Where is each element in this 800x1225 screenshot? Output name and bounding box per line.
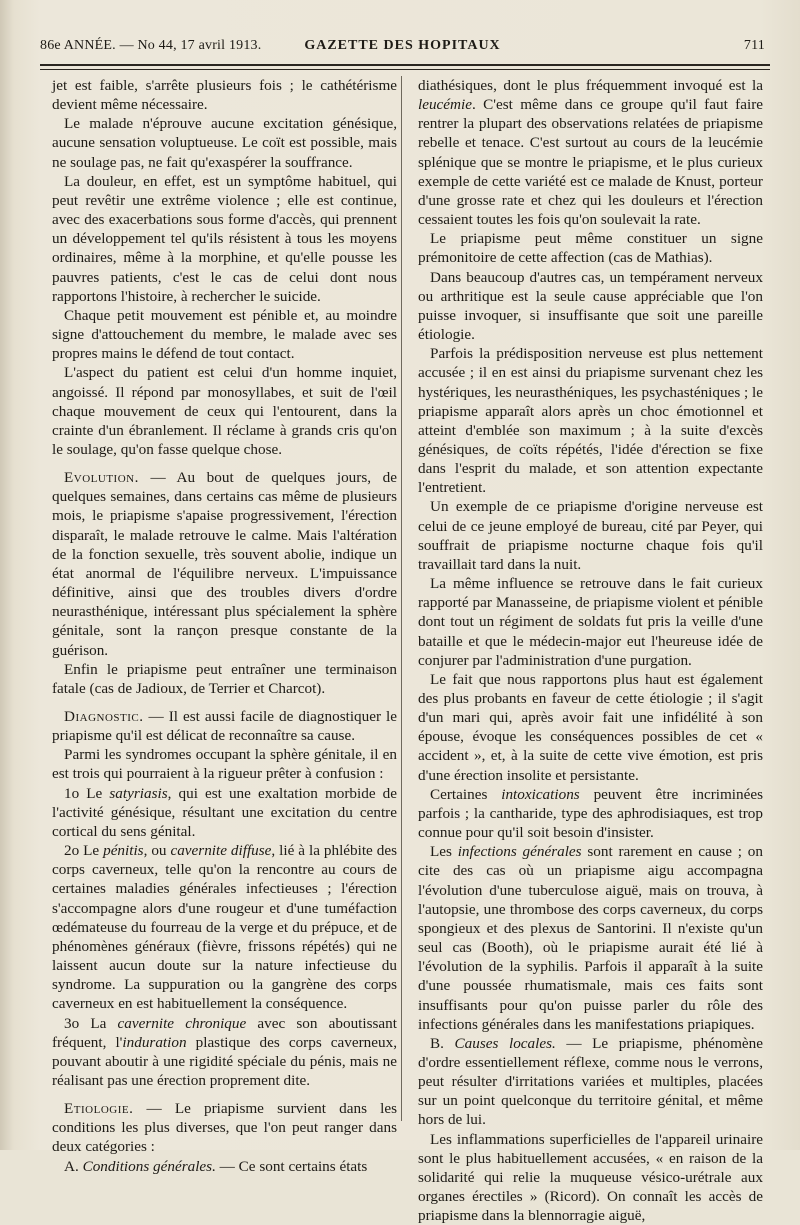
paragraph: Le malade n'éprouve aucune excitation génésique, aucune sensation voluptueuse. Le coït est possible, mais ne soulage pas, ne fait qu'exaspérer la souffrance.	[52, 115, 397, 171]
paragraph-text: . C'est même dans ce groupe qu'il faut faire rentrer la plupart des observations relatées de priapisme rebelle et tenace. C'est surtout au cours de la leucémie splénique que se montre le priapisme, et le plus curieux exemple de cette variété est ce malade de Knust, porteur d'une grosse rate et chez qui les douleurs et l'érection cessaient toutes les fois qu'on soulevait la rate.	[418, 96, 763, 229]
subsection-text: — Ce sont certains états	[215, 1157, 368, 1175]
list-number: 2o Le	[64, 842, 104, 860]
section-text: — Il est aussi facile de diagnostiquer le priapisme qu'il est délicat de reconnaître sa cause.	[52, 708, 397, 745]
item-text: avec son aboutissant fréquent, l'	[52, 1014, 397, 1051]
paragraph-text: Les	[430, 843, 458, 861]
section-evolution	[52, 468, 397, 660]
term: cavernite diffuse	[170, 842, 272, 860]
subsection-title: Causes locales.	[454, 1034, 556, 1052]
subsection-a	[52, 1157, 397, 1176]
item-text: plastique des corps caverneux, pouvant aboutir à une rigidité spéciale du pénis, mais ne réalisant pas une érection proprement dite.	[52, 1033, 397, 1089]
right-column	[418, 76, 763, 1225]
term: infections générales	[457, 843, 582, 861]
list-number: 3o La	[64, 1014, 118, 1032]
term: cavernite chronique	[117, 1014, 247, 1032]
paragraph-text: Certaines	[430, 785, 502, 803]
journal-title: GAZETTE DES HOPITAUX	[304, 38, 501, 53]
term: induration	[122, 1033, 187, 1051]
subsection-b	[418, 1034, 763, 1130]
subsection-label: B.	[430, 1034, 455, 1052]
item-text: , lié à la phlébite des corps caverneux, telle qu'on la rencontre au cours de certaines maladies générales infectieuses ; l'érection s'accompagne alors d'une rougeur et d'une tuméfaction œdémateuse du fourreau de la verge et du prépuce, et de phénomènes généraux (fièvre, frissons répétés) qui ne laissent aucun doute sur la nature infectieuse du syndrome. La suppuration ou la gangrène des corps caverneux en est habituellement la conséquence.	[52, 842, 397, 1013]
paragraph: Enfin le priapisme peut entraîner une terminaison fatale (cas de Jadioux, de Terrier et Charcot).	[52, 660, 397, 697]
paragraph: Parmi les syndromes occupant la sphère génitale, il en est trois qui pourraient à la rigueur prêter à confusion :	[52, 746, 397, 783]
subsection-title: Conditions générales.	[82, 1157, 216, 1175]
paragraph: La même influence se retrouve dans le fait curieux rapporté par Manasseine, de priapisme violent et pénible dont tout un régiment de soldats fut pris la veille d'une bataille et que le médecin-major eut l'heureuse idée de conjurer par l'administration d'une purgation.	[418, 575, 763, 669]
item-text: , ou	[143, 842, 171, 860]
paragraph: Parfois la prédisposition nerveuse est plus nettement accusée ; il en est ainsi du priapisme survenant chez les hystériques, les neurasthéniques, les psychasténiques ; le priapisme apparaît alors après un choc émotionnel et atteint d'emblée son maximum ; à la suite d'excès génésiques, de coïts répétés, l'idée d'érection se fixe dans l'esprit du malade, et son attention expectante l'entretient.	[418, 345, 764, 497]
paragraph: Le fait que nous rapportons plus haut est également des plus probants en faveur de cette étiologie ; il s'agit d'un mari qui, après avoir fait une infidélité à son épouse, évoque les conséquences possibles de cet « accident », et, à la suite de cette vive émotion, est pris d'une érection insolite et persistante.	[418, 670, 763, 784]
column-divider	[401, 76, 402, 1121]
header-rule-thin	[40, 69, 770, 70]
paragraph: L'aspect du patient est celui d'un homme inquiet, angoissé. Il répond par monosyllabes, et suit de l'œil chaque mouvement de ceux qui l'entourent, dans la crainte d'un ébranlement. Il réclame à grands cris qu'on le soulage, qu'on fasse quelque chose.	[52, 364, 397, 458]
left-column	[52, 76, 397, 1176]
page-header	[40, 38, 765, 58]
term: satyriasis	[109, 784, 168, 802]
subsection-label: A.	[64, 1157, 83, 1175]
paragraph: Dans beaucoup d'autres cas, un tempérament nerveux ou arthritique est la seule cause appréciable que l'on puisse invoquer, si insuffisante que soit une pareille étiologie.	[418, 268, 763, 344]
list-item	[52, 784, 397, 841]
item-text: , qui est une exaltation morbide de l'activité génésique, résultant une excitation du centre cortical du sens génital.	[52, 784, 397, 840]
section-text: — Le priapisme survient dans les conditions les plus diverses, que l'on peut ranger dans deux catégories :	[52, 1100, 397, 1156]
subsection-text: — Le priapisme, phénomène d'ordre essentiellement réflexe, comme nous le verrons, peut résulter d'irritations variées et multiples, placées sur un point quelconque du territoire génital, et même hors de lui.	[418, 1034, 763, 1129]
term: intoxications	[501, 785, 580, 803]
paragraph	[418, 842, 763, 1034]
paragraph-text: diathésiques, dont le plus fréquemment invoqué est la	[418, 77, 763, 94]
list-number: 1o Le	[64, 784, 110, 802]
section-heading: Etiologie.	[64, 1100, 134, 1118]
section-heading: Evolution.	[64, 469, 139, 487]
paragraph: Chaque petit mouvement est pénible et, au moindre signe d'attouchement du membre, le malade avec ses propres mains le défend de tout contact.	[52, 306, 397, 363]
paragraph	[418, 76, 763, 229]
section-diagnostic	[52, 707, 397, 745]
term: pénitis	[103, 842, 144, 860]
paragraph: Le priapisme peut même constituer un signe prémonitoire de cette affection (cas de Mathias).	[418, 230, 763, 267]
list-item	[52, 841, 397, 1013]
term: leucémie	[418, 96, 472, 114]
section-heading: Diagnostic.	[64, 708, 144, 725]
paragraph	[418, 785, 763, 842]
header-rule	[40, 64, 770, 66]
paragraph-text: peuvent être incriminées parfois ; la cantharide, type des aphrodisiaques, est trop connue pour qu'il soit besoin d'insister.	[418, 785, 764, 842]
paragraph: Les inflammations superficielles de l'appareil urinaire sont le plus habituellement accusées, « en raison de la solidarité qui relie la muqueuse vésico-urétrale aux organes érectiles » (Ricord). On connaît les accès de priapisme dans la blennorragie aiguë,	[418, 1130, 763, 1225]
issue-info: 86e ANNÉE. — No 44, 17 avril 1913.	[40, 38, 262, 53]
section-etiologie	[52, 1099, 397, 1156]
paragraph: Un exemple de ce priapisme d'origine nerveuse est celui de ce jeune employé de bureau, cité par Peyer, qui souffrait de priapisme nocturne chaque fois qu'il travaillait tard dans la nuit.	[418, 498, 763, 573]
paragraph: jet est faible, s'arrête plusieurs fois ; le cathétérisme devient même nécessaire.	[52, 77, 397, 114]
page-number: 711	[743, 38, 765, 53]
paragraph: La douleur, en effet, est un symptôme habituel, qui peut revêtir une extrême violence ; elle est continue, avec des exacerbations sous forme d'accès, qui prennent un développement tel qu'ils résistent à tous les moyens ordinaires, même à la morphine, et qu'elle pousse les pauvres patients, c'est le cas de celui dont nous rapportons l'histoire, à rechercher le suicide.	[52, 172, 397, 305]
section-text: — Au bout de quelques jours, de quelques semaines, dans certains cas même de plusieurs mois, le priapisme s'apaise progressivement, l'érection disparaît, le malade retrouve le calme. Mais l'altération de la fonction sexuelle, très souvent abolie, indique un état anormal de l'équilibre nerveux. L'impuissance définitive, ainsi que des troubles divers d'ordre neurasthénique, intéressant plus spécialement la sphère génitale, sont la rançon presque constante de la guérison.	[52, 469, 397, 659]
list-item	[52, 1014, 397, 1091]
paragraph-text: sont rarement en cause ; on cite des cas où un priapisme aigu accompagna l'évolution d'une tuberculose aiguë, mais on trouva, à l'autopsie, une thrombose des corps caverneux, du corps spongieux et des plexus de Santorini. Il n'existe qu'un seul cas (Booth), où le priapisme aurait été lié à l'évolution de la syphilis. Parfois il apparaît à la suite d'une poussée rhumatismale, mais ces faits sont insuffisants pour qu'on puisse parler du rôle des infections générales dans les manifestations priapiques.	[418, 843, 763, 1033]
